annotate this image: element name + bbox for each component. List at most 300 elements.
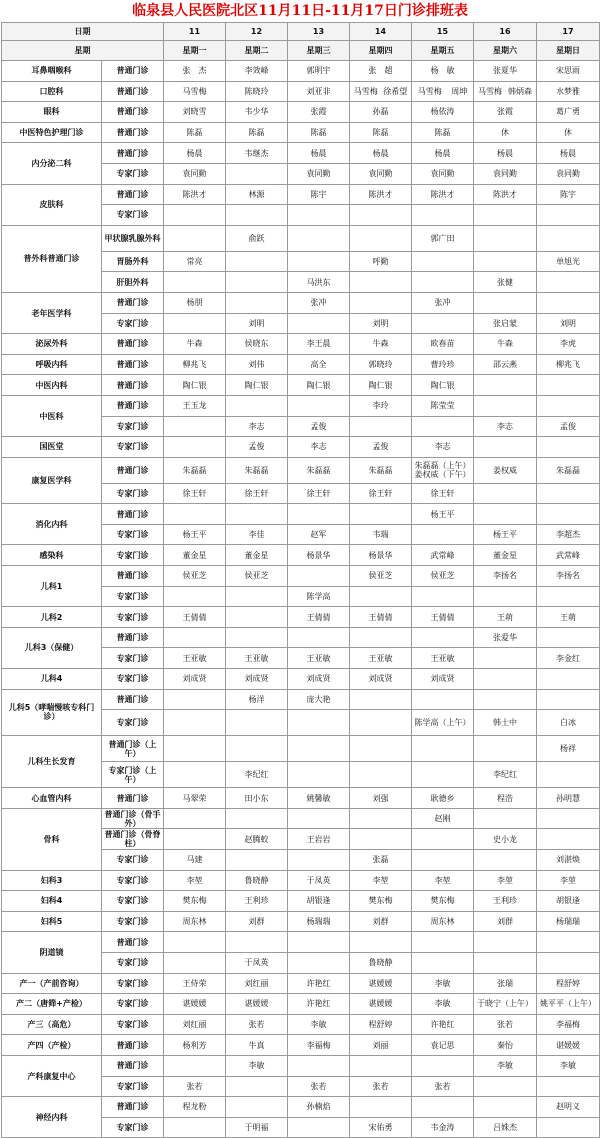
doctor-cell: 张冲 (412, 292, 474, 313)
page-title: 临泉县人民医院北区11月11日-11月17日门诊排班表 (132, 3, 468, 19)
doctor-cell (537, 81, 600, 102)
doctor-cell (226, 395, 288, 416)
doctor-cell: 王亚敏 (350, 648, 412, 669)
doctor-cell (474, 648, 537, 669)
department-cell: 泌尿外科 (2, 334, 102, 355)
doctor-cell: 徐王轩 (412, 483, 474, 504)
doctor-cell: 王亚敏 (288, 648, 350, 669)
clinic-type-cell: 专家门诊 (102, 973, 164, 994)
doctor-cell: 樊东梅 (164, 891, 226, 912)
department-cell: 妇科5 (2, 911, 102, 932)
weekday-label: 星期 (2, 41, 164, 61)
doctor-cell (226, 1076, 288, 1097)
schedule-row (2, 102, 600, 123)
department-cell: 中医特色护理门诊 (2, 122, 102, 143)
doctor-cell: 杨祥 (537, 736, 600, 762)
doctor-cell (474, 395, 537, 416)
doctor-cell: 韩士中 (474, 710, 537, 736)
doctor-cell (288, 225, 350, 251)
clinic-type-cell: 专家门诊 (102, 952, 164, 973)
doctor-cell: 赵明义 (537, 1097, 600, 1118)
doctor-cell: 杨晨 (350, 143, 412, 164)
clinic-type-cell: 专家门诊 (102, 669, 164, 690)
doctor-cell (226, 586, 288, 607)
doctor-cell: 王萌 (474, 607, 537, 628)
department-cell: 神经内科 (2, 1097, 102, 1138)
clinic-type-cell: 专家门诊 (102, 1076, 164, 1097)
doctor-cell (350, 736, 412, 762)
doctor-cell (412, 627, 474, 648)
doctor-cell: 呼勤 (350, 251, 412, 272)
doctor-cell: 史小龙 (474, 829, 537, 850)
clinic-type-cell: 专家门诊 (102, 870, 164, 891)
doctor-cell (164, 1117, 226, 1138)
doctor-cell (537, 205, 600, 226)
doctor-cell: 杨王平 (412, 504, 474, 525)
doctor-cell (350, 586, 412, 607)
department-cell: 呼吸内科 (2, 354, 102, 375)
doctor-cell (288, 566, 350, 587)
doctor-cell: 张若 (412, 1076, 474, 1097)
doctor-cell: 李敏 (412, 994, 474, 1015)
clinic-type-cell: 肝胆外科 (102, 272, 164, 293)
weekday-cell: 星期三 (288, 41, 350, 61)
doctor-cell (164, 225, 226, 251)
doctor-cell: 李扬名 (474, 566, 537, 587)
doctor-cell: 王岩岩 (288, 829, 350, 850)
schedule-row (2, 61, 600, 82)
doctor-cell: 葛广勇 (537, 102, 600, 123)
doctor-cell: 朱磊磊 (226, 457, 288, 483)
clinic-type-cell: 专家门诊 (102, 483, 164, 504)
schedule-row (2, 143, 600, 164)
doctor-cell: 姚馨敏 (288, 788, 350, 809)
doctor-cell: 刘明 (537, 313, 600, 334)
doctor-cell: 徐王轩 (164, 483, 226, 504)
doctor-cell: 杨王平 (474, 524, 537, 545)
doctor-name: 马雪梅 (478, 86, 502, 96)
doctor-cell (537, 808, 600, 829)
doctor-cell: 王倩倩 (288, 607, 350, 628)
doctor-cell: 牛森 (350, 334, 412, 355)
doctor-cell (412, 416, 474, 437)
doctor-cell (412, 829, 474, 850)
doctor-cell (226, 292, 288, 313)
doctor-name: 马雪梅 (182, 86, 207, 96)
doctor-cell (537, 952, 600, 973)
schedule-row (2, 911, 600, 932)
doctor-cell (164, 762, 226, 788)
department-cell: 儿科4 (2, 669, 102, 690)
doctor-cell (350, 416, 412, 437)
doctor-cell (226, 81, 288, 102)
doctor-cell: 刘丽 (350, 1035, 412, 1056)
doctor-cell (537, 829, 600, 850)
doctor-cell: 董金星 (164, 545, 226, 566)
schedule-row (2, 545, 600, 566)
schedule-row (2, 891, 600, 912)
clinic-type-cell: 专家门诊（上午） (102, 762, 164, 788)
doctor-cell (412, 586, 474, 607)
doctor-cell: 杨瑞瑞 (288, 911, 350, 932)
doctor-cell (537, 483, 600, 504)
doctor-cell: 陶仁银 (288, 375, 350, 396)
doctor-cell (164, 736, 226, 762)
doctor-cell (537, 669, 600, 690)
clinic-type-cell: 普通门诊 (102, 1055, 164, 1076)
doctor-cell: 韦继杰 (226, 143, 288, 164)
department-cell: 产四（产检） (2, 1035, 102, 1056)
doctor-cell: 徐王轩 (226, 483, 288, 504)
doctor-cell: 张夏华 (474, 61, 537, 82)
doctor-cell: 李敏 (226, 1055, 288, 1076)
doctor-cell (164, 932, 226, 953)
date-cell: 15 (412, 23, 474, 41)
doctor-cell: 侯亚芝 (164, 566, 226, 587)
doctor-cell (412, 1055, 474, 1076)
doctor-cell (164, 416, 226, 437)
doctor-cell: 刘强 (350, 788, 412, 809)
doctor-cell (474, 1076, 537, 1097)
clinic-type-cell: 专家门诊 (102, 911, 164, 932)
date-cell: 14 (350, 23, 412, 41)
schedule-row (2, 375, 600, 396)
doctor-cell: 杨晨 (474, 143, 537, 164)
date-cell: 17 (537, 23, 600, 41)
doctor-cell (164, 1055, 226, 1076)
doctor-cell: 杨 敏 (412, 61, 474, 82)
date-label: 日期 (2, 23, 164, 41)
clinic-type-cell: 胃肠外科 (102, 251, 164, 272)
doctor-cell (164, 313, 226, 334)
doctor-cell (288, 808, 350, 829)
doctor-cell: 陈磊 (226, 122, 288, 143)
doctor-cell: 谌媛媛 (350, 994, 412, 1015)
schedule-row (2, 184, 600, 205)
schedule-row (2, 1014, 600, 1035)
doctor-cell: 赵刚 (412, 808, 474, 829)
doctor-cell: 杨晨 (288, 143, 350, 164)
doctor-cell (164, 627, 226, 648)
doctor-cell (164, 689, 226, 710)
clinic-type-cell: 专家门诊 (102, 994, 164, 1015)
doctor-cell (537, 762, 600, 788)
clinic-type-cell: 专家门诊 (102, 710, 164, 736)
weekday-cell: 星期日 (537, 41, 600, 61)
schedule-row (2, 122, 600, 143)
clinic-type-cell: 普通门诊 (102, 81, 164, 102)
doctor-cell: 林源 (226, 184, 288, 205)
department-cell: 中医科 (2, 395, 102, 436)
doctor-name: 姜权威（下午） (414, 470, 471, 480)
doctor-cell (164, 272, 226, 293)
department-cell: 阴道镜 (2, 932, 102, 973)
doctor-cell (412, 850, 474, 871)
doctor-cell (226, 272, 288, 293)
doctor-cell (350, 225, 412, 251)
doctor-cell: 程舒婷 (350, 1014, 412, 1035)
doctor-cell: 张霞 (288, 102, 350, 123)
schedule-row (2, 1035, 600, 1056)
doctor-cell (226, 1097, 288, 1118)
doctor-cell: 刘成贤 (164, 669, 226, 690)
clinic-type-cell: 普通门诊 (102, 292, 164, 313)
schedule-row (2, 870, 600, 891)
doctor-cell: 张启蒙 (474, 313, 537, 334)
department-cell: 口腔科 (2, 81, 102, 102)
doctor-cell (350, 829, 412, 850)
doctor-cell: 于明福 (226, 1117, 288, 1138)
doctor-cell: 程浩 (474, 788, 537, 809)
doctor-name: 水梦雅 (556, 86, 580, 96)
doctor-cell: 李王晨 (288, 334, 350, 355)
doctor-cell (350, 205, 412, 226)
clinic-type-cell: 普通门诊 (102, 689, 164, 710)
weekday-cell: 星期四 (350, 41, 412, 61)
doctor-cell: 刘明 (350, 313, 412, 334)
weekday-cell: 星期一 (164, 41, 226, 61)
doctor-cell (474, 850, 537, 871)
doctor-cell: 陈莹莹 (412, 395, 474, 416)
doctor-cell (537, 292, 600, 313)
doctor-cell (350, 1097, 412, 1118)
doctor-cell: 杨利芳 (164, 1035, 226, 1056)
doctor-cell: 柳兆飞 (537, 354, 600, 375)
clinic-type-cell: 普通门诊（骨手外） (102, 808, 164, 829)
doctor-cell: 陈磊 (288, 122, 350, 143)
doctor-cell (226, 850, 288, 871)
doctor-cell: 谌媛媛 (350, 973, 412, 994)
schedule-row (2, 81, 600, 102)
doctor-cell: 袁同勤 (412, 163, 474, 184)
doctor-cell (350, 932, 412, 953)
doctor-cell (226, 627, 288, 648)
doctor-cell: 陈宇 (537, 184, 600, 205)
doctor-cell: 牛真 (226, 1035, 288, 1056)
doctor-cell: 王倩倩 (164, 607, 226, 628)
doctor-cell: 李志 (226, 416, 288, 437)
doctor-cell: 王萌 (537, 607, 600, 628)
doctor-cell (350, 710, 412, 736)
doctor-cell (164, 829, 226, 850)
schedule-row (2, 932, 600, 953)
doctor-cell (537, 272, 600, 293)
doctor-cell (288, 251, 350, 272)
doctor-cell: 刘红丽 (226, 973, 288, 994)
doctor-cell (226, 205, 288, 226)
department-cell: 妇科4 (2, 891, 102, 912)
doctor-cell: 牛森 (164, 334, 226, 355)
doctor-cell: 王倩倩 (412, 607, 474, 628)
clinic-type-cell: 普通门诊 (102, 102, 164, 123)
doctor-cell (226, 251, 288, 272)
clinic-type-cell: 专家门诊 (102, 313, 164, 334)
doctor-cell: 刘群 (350, 911, 412, 932)
doctor-cell: 张 杰 (164, 61, 226, 82)
schedule-row (2, 457, 600, 483)
department-cell: 皮肤科 (2, 184, 102, 225)
doctor-cell: 朱磊磊 (350, 457, 412, 483)
doctor-cell: 董金星 (474, 545, 537, 566)
doctor-cell: 李虎 (537, 334, 600, 355)
doctor-cell (412, 81, 474, 102)
clinic-type-cell: 专家门诊 (102, 607, 164, 628)
doctor-cell: 李堃 (474, 870, 537, 891)
doctor-name: 马雪梅 (353, 86, 378, 96)
doctor-cell (537, 586, 600, 607)
doctor-cell: 陈洪才 (350, 184, 412, 205)
doctor-cell: 张若 (350, 1076, 412, 1097)
clinic-type-cell: 专家门诊 (102, 205, 164, 226)
doctor-cell: 张霞 (474, 102, 537, 123)
schedule-row (2, 566, 600, 587)
doctor-cell: 许艳红 (288, 994, 350, 1015)
doctor-cell (164, 205, 226, 226)
doctor-cell (412, 272, 474, 293)
doctor-cell (350, 627, 412, 648)
doctor-cell: 袁同勤 (288, 163, 350, 184)
doctor-cell: 陶仁银 (164, 375, 226, 396)
doctor-cell: 于凤英 (226, 952, 288, 973)
schedule-row (2, 1055, 600, 1076)
date-cell: 13 (288, 23, 350, 41)
doctor-cell: 陈学高 (288, 586, 350, 607)
doctor-cell (474, 669, 537, 690)
doctor-cell (350, 272, 412, 293)
doctor-name: 朱磊磊（上午） (414, 461, 471, 471)
doctor-cell (474, 437, 537, 458)
doctor-cell: 孟俊 (288, 416, 350, 437)
weekday-cell: 星期六 (474, 41, 537, 61)
clinic-type-cell: 普通门诊 (102, 504, 164, 525)
doctor-cell: 李敏 (537, 1055, 600, 1076)
doctor-cell: 柳兆飞 (164, 354, 226, 375)
doctor-cell: 马翠荣 (164, 788, 226, 809)
schedule-row (2, 627, 600, 648)
doctor-cell: 杨晨 (537, 143, 600, 164)
doctor-cell (288, 710, 350, 736)
doctor-cell: 胡银逢 (537, 891, 600, 912)
doctor-cell: 徐王轩 (288, 483, 350, 504)
doctor-cell: 张冲 (288, 292, 350, 313)
doctor-cell: 刘晓雪 (164, 102, 226, 123)
doctor-cell: 杨朋 (164, 292, 226, 313)
doctor-cell (474, 225, 537, 251)
doctor-cell: 刘成贤 (412, 669, 474, 690)
department-cell: 儿科3（保健） (2, 627, 102, 668)
doctor-name: 刘亚非 (306, 86, 331, 96)
doctor-cell: 王倩倩 (350, 607, 412, 628)
doctor-cell: 刘成贤 (226, 669, 288, 690)
clinic-type-cell: 专家门诊 (102, 586, 164, 607)
doctor-name: 周坤 (451, 86, 468, 96)
doctor-cell: 王侍荣 (164, 973, 226, 994)
schedule-row (2, 1097, 600, 1118)
schedule-body (2, 23, 600, 1138)
department-cell: 产一（产前咨询） (2, 973, 102, 994)
doctor-cell: 张磊 (350, 850, 412, 871)
doctor-cell: 休 (537, 122, 600, 143)
doctor-cell: 张爱华 (474, 627, 537, 648)
doctor-cell (350, 292, 412, 313)
doctor-cell (226, 808, 288, 829)
doctor-cell (288, 736, 350, 762)
doctor-cell (537, 504, 600, 525)
department-cell: 康复医学科 (2, 457, 102, 504)
doctor-cell: 侯亚芝 (412, 566, 474, 587)
department-cell: 儿科生长发育 (2, 736, 102, 788)
doctor-cell (474, 292, 537, 313)
doctor-cell: 杨晨 (412, 143, 474, 164)
doctor-cell: 樊东梅 (412, 891, 474, 912)
schedule-row (2, 994, 600, 1015)
doctor-cell (164, 437, 226, 458)
doctor-cell: 杨洋 (226, 689, 288, 710)
schedule-row (2, 736, 600, 762)
doctor-cell (474, 808, 537, 829)
doctor-cell: 张健 (474, 272, 537, 293)
doctor-cell: 陶仁银 (412, 375, 474, 396)
doctor-cell: 韦瑞 (350, 524, 412, 545)
doctor-cell: 袁记思 (412, 1035, 474, 1056)
clinic-type-cell: 专家门诊 (102, 545, 164, 566)
doctor-cell: 鲁晓静 (350, 952, 412, 973)
doctor-cell: 李扬名 (537, 566, 600, 587)
doctor-cell: 曹玲珍 (412, 354, 474, 375)
doctor-cell (537, 689, 600, 710)
doctor-cell (412, 457, 474, 483)
clinic-type-cell: 普通门诊 (102, 184, 164, 205)
doctor-cell: 刘成贤 (288, 669, 350, 690)
doctor-cell (474, 504, 537, 525)
doctor-group (538, 87, 598, 96)
doctor-cell: 于凤英 (288, 870, 350, 891)
schedule-row (2, 354, 600, 375)
doctor-cell: 李福梅 (288, 1035, 350, 1056)
clinic-type-cell: 专家门诊 (102, 416, 164, 437)
doctor-cell: 谌媛媛 (164, 994, 226, 1015)
doctor-cell: 郭广田 (412, 225, 474, 251)
doctor-cell: 王玉龙 (164, 395, 226, 416)
doctor-cell (474, 81, 537, 102)
date-cell: 16 (474, 23, 537, 41)
clinic-type-cell: 专家门诊 (102, 850, 164, 871)
doctor-cell: 李堃 (164, 870, 226, 891)
doctor-cell: 张若 (288, 1076, 350, 1097)
doctor-cell (288, 1055, 350, 1076)
department-cell: 骨科 (2, 808, 102, 870)
doctor-cell: 姜权威 (474, 457, 537, 483)
doctor-cell (350, 504, 412, 525)
doctor-cell: 欧春苗 (412, 334, 474, 355)
doctor-cell: 郭明宇 (288, 61, 350, 82)
clinic-type-cell: 普通门诊 (102, 457, 164, 483)
doctor-cell: 李金红 (537, 648, 600, 669)
doctor-cell: 李敏 (474, 1055, 537, 1076)
doctor-cell: 张瑞 (474, 973, 537, 994)
doctor-cell (164, 952, 226, 973)
doctor-cell: 李堃 (537, 870, 600, 891)
doctor-cell: 徐王轩 (350, 483, 412, 504)
doctor-cell: 杨景华 (350, 545, 412, 566)
doctor-cell: 李超杰 (537, 524, 600, 545)
doctor-cell (226, 607, 288, 628)
weekday-cell: 星期五 (412, 41, 474, 61)
department-cell: 老年医学科 (2, 292, 102, 333)
doctor-cell: 马建 (164, 850, 226, 871)
doctor-cell: 董金星 (226, 545, 288, 566)
doctor-cell: 许艳红 (412, 1014, 474, 1035)
